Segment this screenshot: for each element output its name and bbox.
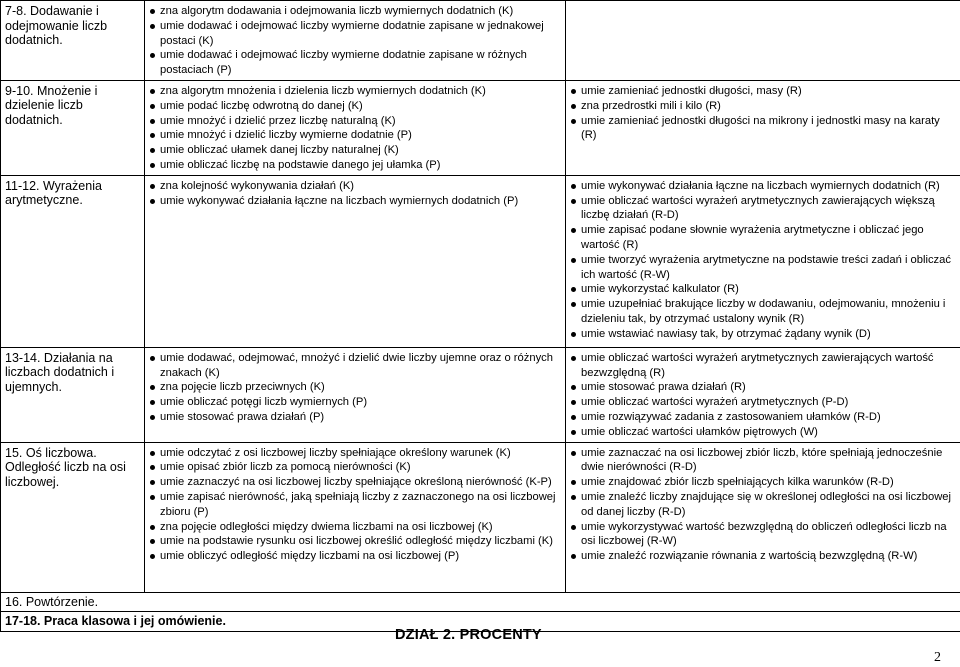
requirement-item: umie mnożyć i dzielić przez liczbę naturalną (K) — [149, 114, 561, 129]
requirement-item: umie zapisać podane słownie wyrażenia arytmetyczne i obliczać jego wartość (R) — [570, 223, 956, 253]
requirement-item: zna pojęcie odległości między dwiema liczbami na osi liczbowej (K) — [149, 520, 561, 535]
extended-list — [570, 84, 956, 143]
basic-list — [149, 351, 561, 425]
topic-cell — [1, 80, 145, 175]
requirement-item: umie znaleźć liczby znajdujące się w określonej odległości na osi liczbowej od danej liczby (R-D) — [570, 490, 956, 520]
requirement-item: umie odczytać z osi liczbowej liczby spełniające określony warunek (K) — [149, 446, 561, 461]
topic-label: 11-12. Wyrażenia arytmetyczne. — [5, 178, 102, 208]
extended-requirements-cell — [566, 347, 960, 442]
requirement-item: umie znaleźć rozwiązanie równania z wartością bezwzględną (R-W) — [570, 549, 956, 564]
requirement-item: umie wykorzystywać wartość bezwzględną do obliczeń odległości liczb na osi liczbowej (R-W) — [570, 520, 956, 550]
requirement-item: zna przedrostki mili i kilo (R) — [570, 99, 956, 114]
requirement-item: zna kolejność wykonywania działań (K) — [149, 179, 561, 194]
requirement-item: umie znajdować zbiór liczb spełniających kilka warunków (R-D) — [570, 475, 956, 490]
topic-cell — [1, 175, 145, 347]
requirement-item: umie obliczać wartości wyrażeń arytmetycznych zawierających wartość bezwzględną (R) — [570, 351, 956, 381]
basic-requirements-cell — [145, 442, 566, 592]
extended-requirements-cell — [566, 1, 960, 81]
basic-list — [149, 446, 561, 564]
requirement-item: umie zaznaczyć na osi liczbowej liczby spełniające określoną nierówność (K-P) — [149, 475, 561, 490]
requirement-item: umie wykonywać działania łączne na liczbach wymiernych dodatnich (P) — [149, 194, 561, 209]
extended-list — [570, 351, 956, 440]
requirement-item: umie zaznaczać na osi liczbowej zbiór liczb, które spełniają jednocześnie dwie nierówności (R-D) — [570, 446, 956, 476]
requirement-item: umie zamieniać jednostki długości na mikrony i jednostki masy na karaty (R) — [570, 114, 956, 144]
table-row — [1, 442, 960, 592]
requirement-item: umie uzupełniać brakujące liczby w dodawaniu, odejmowaniu, mnożeniu i dzieleniu tak, by otrzymać ustalony wynik (R) — [570, 297, 956, 327]
page-number: 2 — [934, 650, 941, 665]
requirement-item: zna algorytm mnożenia i dzielenia liczb wymiernych dodatnich (K) — [149, 84, 561, 99]
topic-cell — [1, 442, 145, 592]
extended-list — [570, 446, 956, 564]
requirement-item: umie na podstawie rysunku osi liczbowej określić odległość między liczbami (K) — [149, 534, 561, 549]
requirement-item: umie zapisać nierówność, jaką spełniają liczby z zaznaczonego na osi liczbowej zbioru (P) — [149, 490, 561, 520]
topic-label: 15. Oś liczbowa. Odległość liczb na osi liczbowej. — [5, 445, 126, 489]
table-row — [1, 347, 960, 442]
basic-list — [149, 4, 561, 78]
requirement-item: umie obliczać ułamek danej liczby naturalnej (K) — [149, 143, 561, 158]
requirement-item: umie wstawiać nawiasy tak, by otrzymać żądany wynik (D) — [570, 327, 956, 342]
requirement-item: zna algorytm dodawania i odejmowania liczb wymiernych dodatnich (K) — [149, 4, 561, 19]
requirement-item: umie rozwiązywać zadania z zastosowaniem ułamków (R-D) — [570, 410, 956, 425]
extended-list — [570, 179, 956, 342]
topic-label: 13-14. Działania na liczbach dodatnich i ujemnych. — [5, 350, 115, 394]
topic-cell — [1, 347, 145, 442]
topic-label: 7-8. Dodawanie i odejmowanie liczb dodatnich. — [5, 4, 108, 47]
extended-requirements-cell — [566, 175, 960, 347]
basic-requirements-cell — [145, 175, 566, 347]
section-heading: DZIAŁ 2. PROCENTY — [395, 627, 542, 643]
requirement-item: umie zamieniać jednostki długości, masy (R) — [570, 84, 956, 99]
basic-list — [149, 179, 561, 209]
requirement-item: umie obliczać potęgi liczb wymiernych (P) — [149, 395, 561, 410]
requirement-item: umie opisać zbiór liczb za pomocą nierówności (K) — [149, 460, 561, 475]
basic-list — [149, 84, 561, 173]
extended-requirements-cell — [566, 80, 960, 175]
basic-requirements-cell — [145, 80, 566, 175]
requirement-item: umie dodawać, odejmować, mnożyć i dzielić dwie liczby ujemne oraz o różnych znakach (K) — [149, 351, 561, 381]
table-row — [1, 80, 960, 175]
topic-label: 9-10. Mnożenie i dzielenie liczb dodatnich. — [5, 83, 98, 127]
requirement-item: umie mnożyć i dzielić liczby wymierne dodatnie (P) — [149, 128, 561, 143]
table-row — [1, 1, 960, 81]
extended-requirements-cell — [566, 442, 960, 592]
basic-requirements-cell — [145, 347, 566, 442]
requirement-item: umie obliczać wartości ułamków piętrowych (W) — [570, 425, 956, 440]
requirement-item: umie wykonywać działania łączne na liczbach wymiernych dodatnich (R) — [570, 179, 956, 194]
table-row — [1, 592, 960, 612]
topic-cell — [1, 1, 145, 81]
table-row — [1, 175, 960, 347]
requirement-item: umie obliczyć odległość między liczbami na osi liczbowej (P) — [149, 549, 561, 564]
requirement-item: umie wykorzystać kalkulator (R) — [570, 282, 956, 297]
test-cell: 17-18. Praca klasowa i jej omówienie. — [1, 612, 960, 632]
requirement-item: umie stosować prawa działań (R) — [570, 380, 956, 395]
requirement-item: umie obliczać wartości wyrażeń arytmetycznych zawierających większą liczbę działań (R-D) — [570, 194, 956, 224]
requirement-item: zna pojęcie liczb przeciwnych (K) — [149, 380, 561, 395]
requirement-item: umie obliczać wartości wyrażeń arytmetycznych (P-D) — [570, 395, 956, 410]
basic-requirements-cell — [145, 1, 566, 81]
requirement-item: umie podać liczbę odwrotną do danej (K) — [149, 99, 561, 114]
requirement-item: umie dodawać i odejmować liczby wymierne dodatnie zapisane w różnych postaciach (P) — [149, 48, 561, 78]
requirement-item: umie stosować prawa działań (P) — [149, 410, 561, 425]
requirement-item: umie dodawać i odejmować liczby wymierne dodatnie zapisane w jednakowej postaci (K) — [149, 19, 561, 49]
requirement-item: umie tworzyć wyrażenia arytmetyczne na podstawie treści zadań i obliczać ich wartość (R-W) — [570, 253, 956, 283]
requirement-item: umie obliczać liczbę na podstawie danego jej ułamka (P) — [149, 158, 561, 173]
review-cell: 16. Powtórzenie. — [1, 592, 960, 612]
